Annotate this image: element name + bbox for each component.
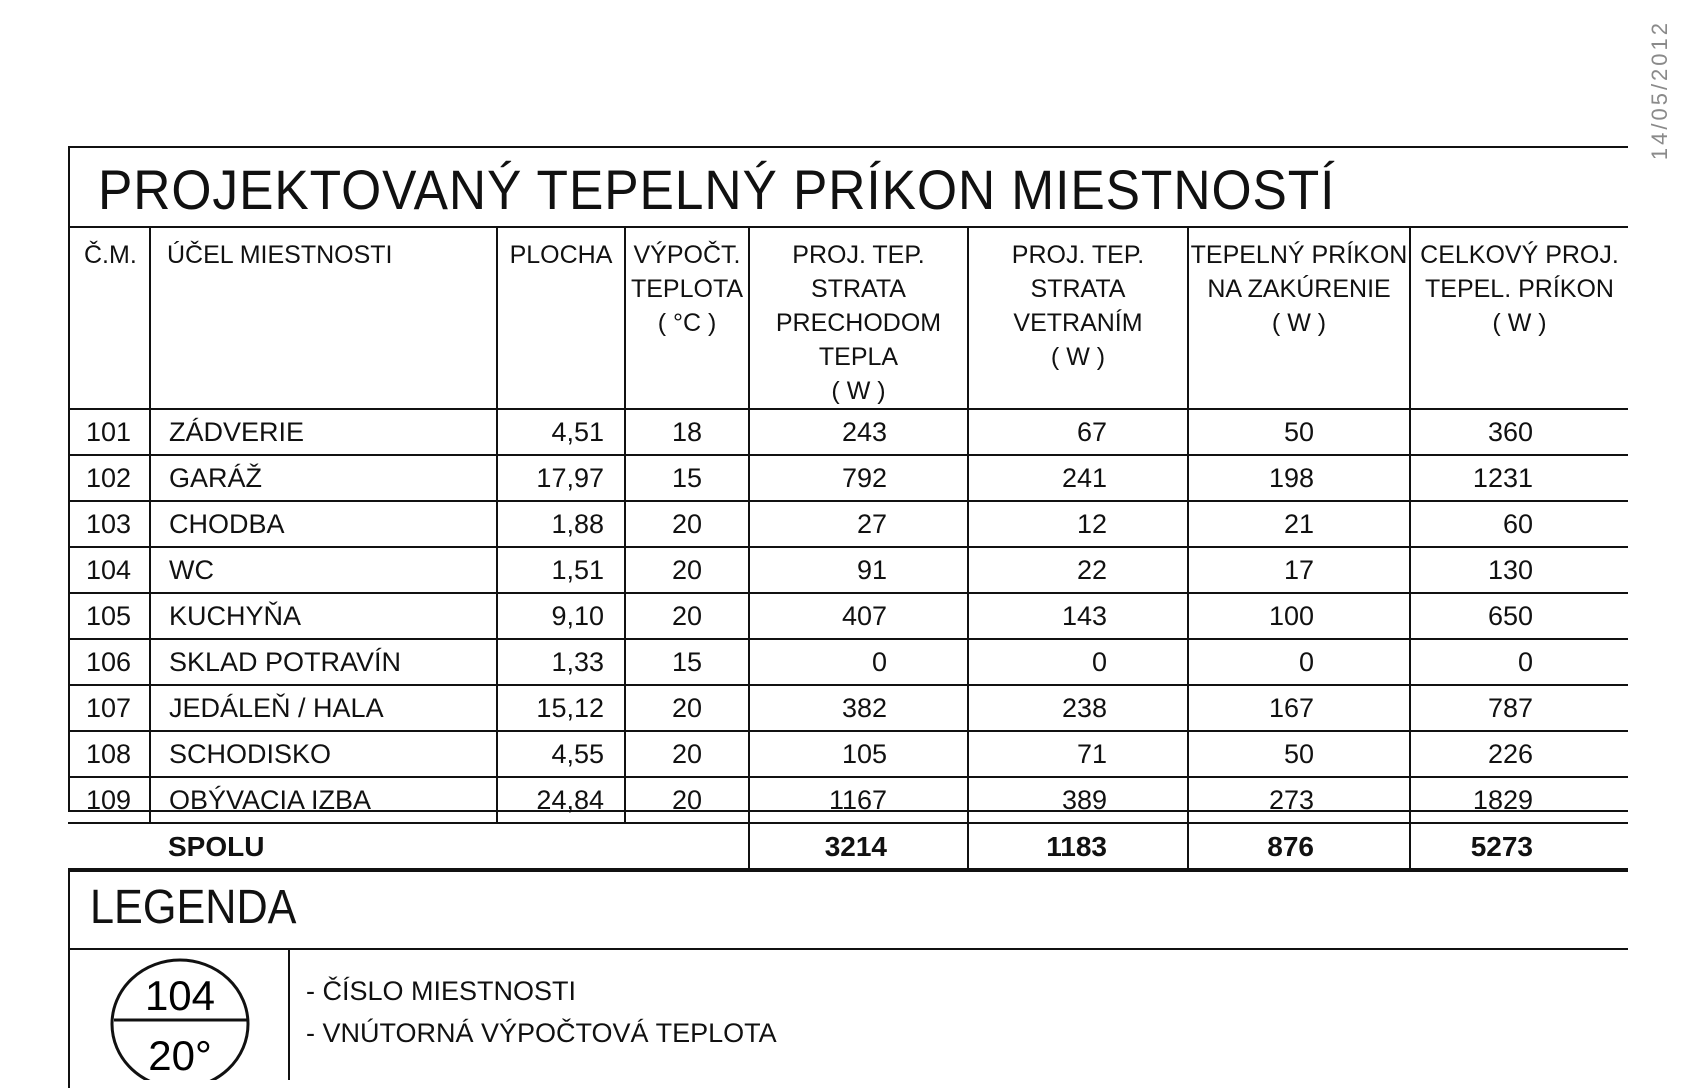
total-total: 5273 <box>1410 823 1628 871</box>
header-transmission: PROJ. TEP. STRATA PRECHODOM TEPLA ( W ) <box>749 227 968 409</box>
table-header-row <box>68 227 1628 409</box>
header-cm: Č.M. <box>68 227 150 409</box>
header-area: PLOCHA <box>497 227 625 409</box>
room-symbol-icon <box>108 952 258 1080</box>
room-temp: 15 <box>625 639 749 685</box>
table-row <box>68 685 1628 731</box>
room-number: 104 <box>68 547 150 593</box>
table-row <box>68 593 1628 639</box>
room-heatup: 198 <box>1188 455 1410 501</box>
room-transmission: 792 <box>749 455 968 501</box>
room-number: 108 <box>68 731 150 777</box>
table-row <box>68 639 1628 685</box>
room-area: 1,88 <box>497 501 625 547</box>
room-heatup: 100 <box>1188 593 1410 639</box>
room-number: 107 <box>68 685 150 731</box>
room-temp: 18 <box>625 409 749 455</box>
room-ventilation: 71 <box>968 731 1188 777</box>
room-symbol-number: 104 <box>144 972 216 1019</box>
room-area: 4,51 <box>497 409 625 455</box>
room-transmission: 0 <box>749 639 968 685</box>
room-symbol-temp: 20° <box>148 1032 212 1079</box>
room-heatup: 21 <box>1188 501 1410 547</box>
room-ventilation: 22 <box>968 547 1188 593</box>
room-heatup: 0 <box>1188 639 1410 685</box>
header-total: CELKOVÝ PROJ. TEPEL. PRÍKON ( W ) <box>1410 227 1628 409</box>
room-name: CHODBA <box>150 501 497 547</box>
legend-frame <box>68 868 1628 1088</box>
heat-load-table <box>68 226 1628 872</box>
room-area: 15,12 <box>497 685 625 731</box>
header-purpose: ÚČEL MIESTNOSTI <box>150 227 497 409</box>
header-ventilation: PROJ. TEP. STRATA VETRANÍM ( W ) <box>968 227 1188 409</box>
room-area: 24,84 <box>497 777 625 823</box>
room-total: 1829 <box>1410 777 1628 823</box>
room-total: 0 <box>1410 639 1628 685</box>
room-transmission: 407 <box>749 593 968 639</box>
room-temp: 20 <box>625 731 749 777</box>
room-transmission: 27 <box>749 501 968 547</box>
total-heatup: 876 <box>1188 823 1410 871</box>
room-transmission: 105 <box>749 731 968 777</box>
table-row <box>68 547 1628 593</box>
room-name: SKLAD POTRAVÍN <box>150 639 497 685</box>
room-transmission: 382 <box>749 685 968 731</box>
room-name: GARÁŽ <box>150 455 497 501</box>
room-total: 226 <box>1410 731 1628 777</box>
room-ventilation: 389 <box>968 777 1188 823</box>
room-area: 1,33 <box>497 639 625 685</box>
table-row <box>68 455 1628 501</box>
room-heatup: 50 <box>1188 409 1410 455</box>
totals-row <box>68 823 1628 871</box>
table-title: PROJEKTOVANÝ TEPELNÝ PRÍKON MIESTNOSTÍ <box>98 158 1336 221</box>
room-name: OBÝVACIA IZBA <box>150 777 497 823</box>
total-transmission: 3214 <box>749 823 968 871</box>
room-heatup: 17 <box>1188 547 1410 593</box>
room-number: 102 <box>68 455 150 501</box>
room-heatup: 273 <box>1188 777 1410 823</box>
room-ventilation: 238 <box>968 685 1188 731</box>
legend-divider <box>68 948 1628 950</box>
room-total: 787 <box>1410 685 1628 731</box>
total-ventilation: 1183 <box>968 823 1188 871</box>
room-ventilation: 67 <box>968 409 1188 455</box>
room-temp: 20 <box>625 777 749 823</box>
table-row <box>68 731 1628 777</box>
room-number: 105 <box>68 593 150 639</box>
legend-item-temperature: - VNÚTORNÁ VÝPOČTOVÁ TEPLOTA <box>306 1018 777 1048</box>
room-total: 650 <box>1410 593 1628 639</box>
legend-item-room-number: - ČÍSLO MIESTNOSTI <box>306 976 577 1006</box>
room-area: 9,10 <box>497 593 625 639</box>
date-stamp: 14/05/2012 <box>1647 20 1672 161</box>
room-temp: 15 <box>625 455 749 501</box>
room-area: 1,51 <box>497 547 625 593</box>
table-row <box>68 501 1628 547</box>
room-area: 4,55 <box>497 731 625 777</box>
room-temp: 20 <box>625 593 749 639</box>
legend-title: LEGENDA <box>90 881 297 934</box>
room-transmission: 243 <box>749 409 968 455</box>
room-name: JEDÁLEŇ / HALA <box>150 685 497 731</box>
room-area: 17,97 <box>497 455 625 501</box>
room-ventilation: 12 <box>968 501 1188 547</box>
room-number: 103 <box>68 501 150 547</box>
table-row <box>68 777 1628 823</box>
room-name: ZÁDVERIE <box>150 409 497 455</box>
room-total: 1231 <box>1410 455 1628 501</box>
totals-label: SPOLU <box>168 831 265 862</box>
room-number: 106 <box>68 639 150 685</box>
room-transmission: 91 <box>749 547 968 593</box>
room-name: WC <box>150 547 497 593</box>
room-number: 109 <box>68 777 150 823</box>
room-name: SCHODISKO <box>150 731 497 777</box>
room-temp: 20 <box>625 547 749 593</box>
room-name: KUCHYŇA <box>150 593 497 639</box>
table-row <box>68 409 1628 455</box>
room-total: 360 <box>1410 409 1628 455</box>
legend-vertical-line <box>288 948 290 1080</box>
room-ventilation: 241 <box>968 455 1188 501</box>
room-ventilation: 143 <box>968 593 1188 639</box>
room-heatup: 50 <box>1188 731 1410 777</box>
room-total: 60 <box>1410 501 1628 547</box>
header-heatup: TEPELNÝ PRÍKON NA ZAKÚRENIE ( W ) <box>1188 227 1410 409</box>
room-transmission: 1167 <box>749 777 968 823</box>
room-ventilation: 0 <box>968 639 1188 685</box>
room-temp: 20 <box>625 685 749 731</box>
totals-label-cell <box>68 823 749 871</box>
room-number: 101 <box>68 409 150 455</box>
room-temp: 20 <box>625 501 749 547</box>
header-temp: VÝPOČT. TEPLOTA ( °C ) <box>625 227 749 409</box>
room-heatup: 167 <box>1188 685 1410 731</box>
room-total: 130 <box>1410 547 1628 593</box>
